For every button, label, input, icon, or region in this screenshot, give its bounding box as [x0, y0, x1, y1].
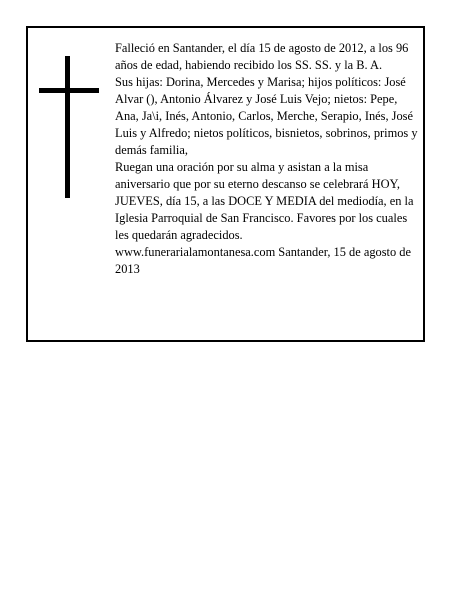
cross-horizontal-bar [39, 88, 99, 93]
cross-icon [39, 56, 99, 198]
obituary-paragraph-family: Sus hijas: Dorina, Mercedes y Marisa; hijos políticos: José Alvar (), Antonio Álvarez y José Luis Vejo; nietos: Pepe, Ana, Ja\i, Inés, Antonio, Carlos, Merche, Serapio, Inés, José Luis y Alfredo; nietos políticos, bisnietos, sobrinos, primos y demás familia, [115, 75, 418, 157]
obituary-text [115, 40, 420, 278]
obituary-paragraph-mass: Ruegan una oración por su alma y asistan a la misa aniversario que por su eterno descanso se celebrará HOY, JUEVES, día 15, a las DOCE Y MEDIA del mediodía, en la Iglesia Parroquial de San Francisco. Favores por los cuales les quedarán agradecidos. [115, 160, 414, 242]
obituary-notice [26, 26, 425, 342]
cross-vertical-bar [65, 56, 70, 198]
obituary-paragraph-death: Falleció en Santander, el día 15 de agosto de 2012, a los 96 años de edad, habiendo recibido los SS. SS. y la B. A. [115, 41, 409, 72]
obituary-paragraph-footer: www.funerarialamontanesa.com Santander, 15 de agosto de 2013 [115, 245, 411, 276]
